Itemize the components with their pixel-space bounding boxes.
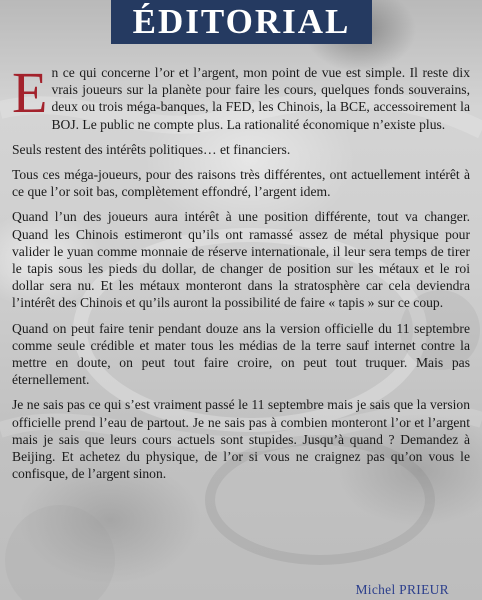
paragraph-6: Je ne sais pas ce qui s’est vraiment passé le 11 septembre mais je sais que la version officielle prend l’eau de partout. Je ne sais pas à combien monteront l’or et l’argent mais je sais que leurs cours actuels sont stupides. Jusqu’à quand ? Demandez à Beijing. Et achetez du physique, de l’or si vous ne craignez pas qu’on vous le confisque, de l’argent sinon. [12,397,470,482]
editorial-text [12,60,470,490]
paragraph-3: Tous ces méga-joueurs, pour des raisons très différentes, ont actuellement intérêt à ce que l’or soit bas, complètement effondré, l’argent idem. [12,167,470,200]
paragraph-2: Seuls restent des intérêts politiques… et financiers. [12,141,291,157]
author-signature: Michel PRIEUR [355,582,449,597]
paragraph-1 [12,60,470,133]
paragraph-5: Quand on peut faire tenir pendant douze ans la version officielle du 11 septembre comme seule crédible et mater tous les médias de la terre sauf internet contre la mettre en doute, on peut tout faire croire, on peut tout truquer. Mais pas éternellement. [12,320,470,388]
paragraph-1-text: n ce qui concerne l’or et l’argent, mon point de vue est simple. Il reste dix vrais joueurs sur la planète pour faire les cours, quelques fonds souverains, deux ou trois méga-banques, la FED, les Chinois, la BCE, accessoirement la BOJ. Le public ne compte plus. La rationalité économique n’existe plus. [51,65,470,132]
page-title: ÉDITORIAL [132,2,351,41]
drop-cap: E [12,60,48,125]
paragraph-4: Quand l’un des joueurs aura intérêt à une position différente, tout va changer. Quand les Chinois estimeront qu’ils ont ramassé assez de métal physique pour valider le yuan comme monnaie de réserve internationale, il leur sera temps de tirer le tapis sous les pieds du dollar, de changer de position sur les métaux et le roi dollar sera nu. Et les métaux monteront dans la stratosphère car cela deviendra l’intérêt des Chinois et qu’ils auront la possibilité de faire « tapis » sur ce coup. [12,209,470,311]
